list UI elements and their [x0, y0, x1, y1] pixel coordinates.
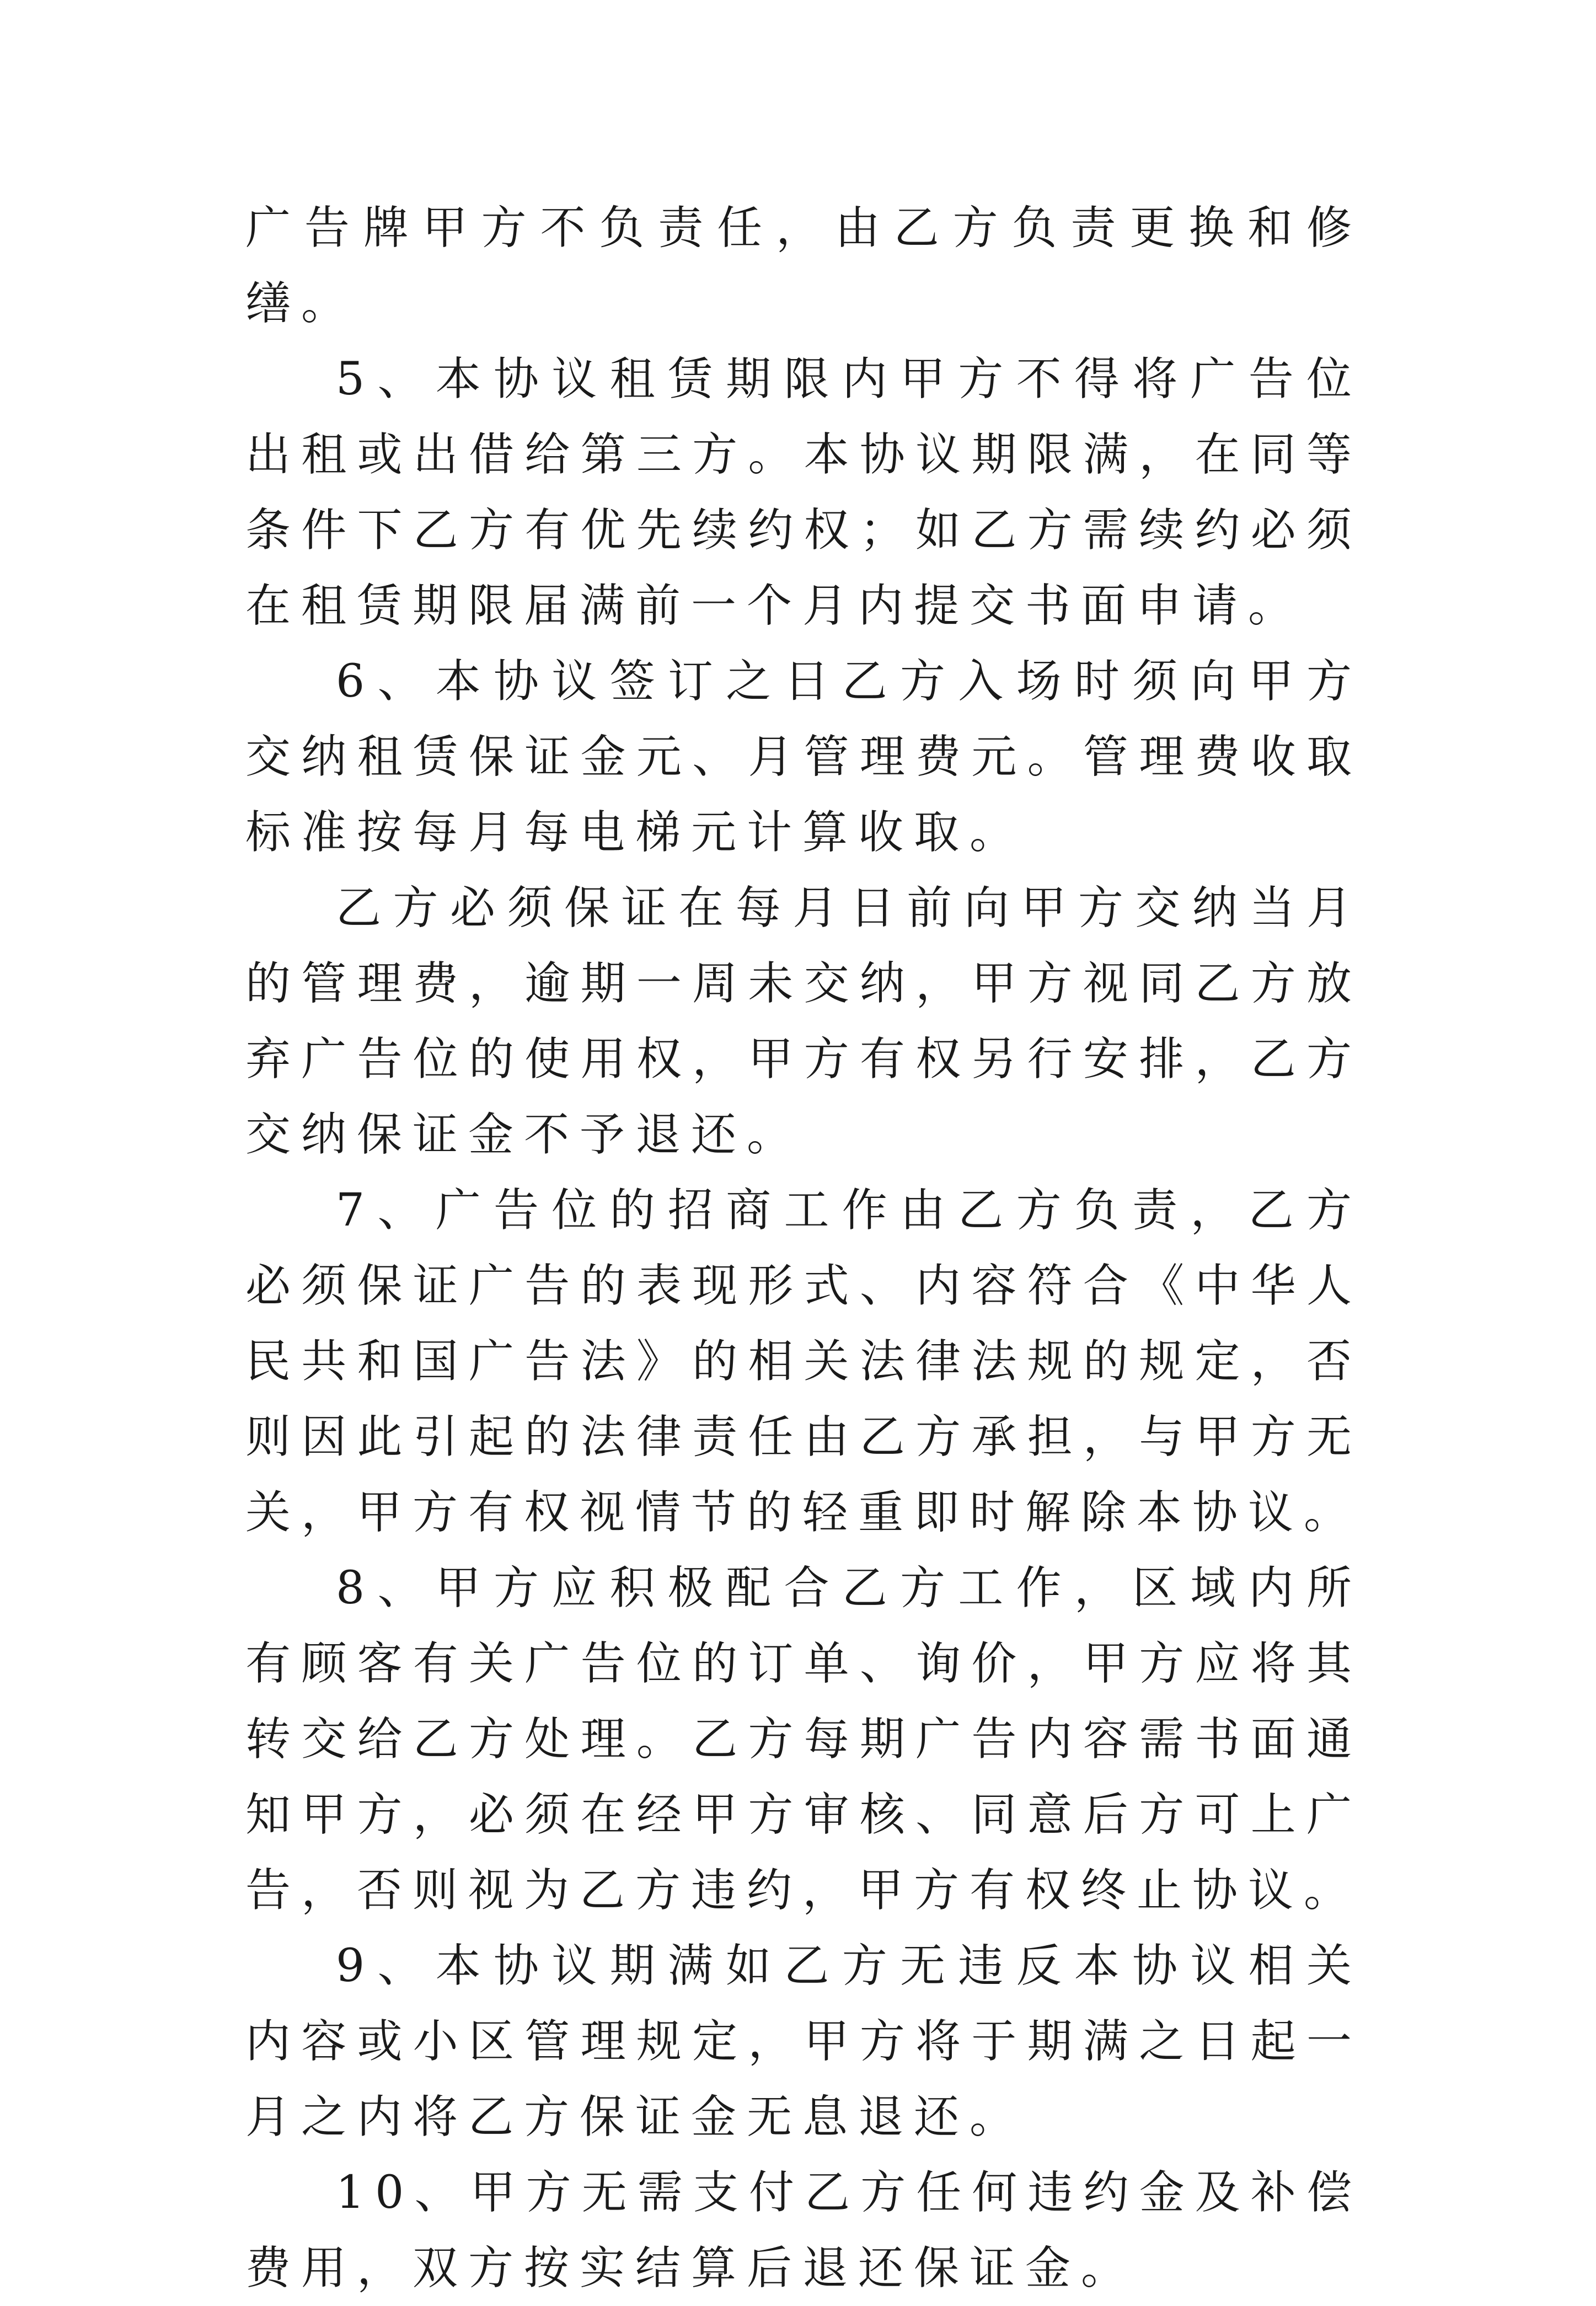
paragraph-continuation: 广告牌甲方不负责任，由乙方负责更换和修缮。: [245, 202, 1362, 330]
paragraph-clause-8: 8、甲方应积极配合乙方工作，区域内所有顾客有关广告位的订单、询价，甲方应将其转交给乙方处理。乙方每期广告内容需书面通知甲方，必须在经甲方审核、同意后方可上广告，否则视为乙方违约，甲方有权终止协议。: [245, 1562, 1362, 1917]
document-body: [245, 190, 1362, 2306]
paragraph-clause-6: 6、本协议签订之日乙方入场时须向甲方交纳租赁保证金元、月管理费元。管理费收取标准按每月每电梯元计算收取。: [245, 655, 1362, 859]
paragraph-clause-6-payment: 乙方必须保证在每月日前向甲方交纳当月的管理费，逾期一周未交纳，甲方视同乙方放弃广告位的使用权，甲方有权另行安排，乙方交纳保证金不予退还。: [245, 882, 1362, 1161]
paragraph-clause-10: 10、甲方无需支付乙方任何违约金及补偿费用，双方按实结算后退还保证金。: [245, 2166, 1362, 2294]
paragraph-clause-7: 7、广告位的招商工作由乙方负责，乙方必须保证广告的表现形式、内容符合《中华人民共和国广告法》的相关法律法规的规定，否则因此引起的法律责任由乙方承担，与甲方无关，甲方有权视情节的轻重即时解除本协议。: [245, 1184, 1362, 1539]
paragraph-clause-9: 9、本协议期满如乙方无违反本协议相关内容或小区管理规定，甲方将于期满之日起一月之内将乙方保证金无息退还。: [245, 1940, 1362, 2143]
paragraph-clause-5: 5、本协议租赁期限内甲方不得将广告位出租或出借给第三方。本协议期限满，在同等条件下乙方有优先续约权；如乙方需续约必须在租赁期限届满前一个月内提交书面申请。: [245, 353, 1362, 632]
